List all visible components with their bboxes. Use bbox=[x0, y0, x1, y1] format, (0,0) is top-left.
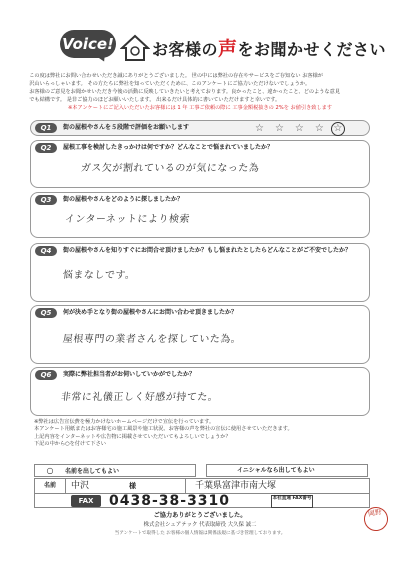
discount-note: ※本アンケートにご記入いただいたお客様には 1 年 工事ご依頼の際に 工事金額税抜きの 2%を お値引き致します bbox=[67, 105, 333, 111]
publication-consent-notes: ※弊社は広告宣伝費を極力かけないホームページだけで宣伝を行っています。 本アンケート用紙またはお客様宅の施工風景や施工状況、お客様の声を弊社の宣伝に使用させていただきます。 上記内容をインターネットや広告物に掲載させていただいてもよろしいでしょうか？ 下記の中から○を付けて下さい bbox=[34, 419, 293, 448]
privacy-note: 当アンケートで取得した お客様の個人情報は関係法規に基づき管理しております。 bbox=[114, 531, 286, 536]
name-field[interactable]: 中沢 bbox=[71, 481, 90, 491]
question-3: Q3 街の屋根やさんをどのように探しましたか？ インターネットにより検索 bbox=[30, 192, 370, 238]
question-2: Q2 屋根工事を検討したきっかけは何ですか？どんなことで悩まれていましたか？ ガス欠が割れているのが気になった為 bbox=[30, 140, 370, 188]
question-6: Q6 実際に弊社担当者がお伺いしていかがでしたか？ 非常に礼儀正しく好感が持てた。 bbox=[30, 367, 370, 416]
company-name: 株式会社シェアテック 代表取締役 大久保 誠二 bbox=[143, 522, 257, 528]
intro-text: この度は弊社にお問い合わせいただき誠にありがとうございました。 世の中には弊社の存在やサービスをご存知ない お客様が 沢山いらっしゃいます。 その方たちに弊社を知っていただくために、このアンケートにご協力いただけないでしょうか。 お客様のご意見をお聞かせいただき今後の活動に反映していきたいと考えております。良かったこと、違かったこと、どのような意見 でも結構です。 是非ご協力のほどお願いいたします。 出来るだけ具体的に書いていただけますと幸いです。 ※本アンケートにご記入いただいたお客様には 1 年 工事ご依頼の際に 工事金額税抜きの 2%を お値引き致します bbox=[24, 72, 376, 112]
header bbox=[60, 30, 387, 68]
fax-number: 0438-38-3310 bbox=[109, 493, 231, 509]
voice-badge: Voice! bbox=[60, 30, 116, 58]
answer-3[interactable]: インターネットにより検索 bbox=[64, 214, 191, 225]
fax-row bbox=[35, 493, 369, 507]
answer-5[interactable]: 屋根専門の業者さんを探していた為。 bbox=[62, 334, 242, 345]
house-icon bbox=[120, 34, 150, 62]
question-1: Q1 街の屋根やさんを５段階で評価をお願いします ☆☆☆☆☆ bbox=[30, 120, 370, 136]
answer-2[interactable]: ガス欠が割れているのが気になった為 bbox=[80, 163, 260, 174]
honorific-label: 様 bbox=[129, 482, 136, 490]
seal-stamp: 岡野 bbox=[362, 505, 390, 533]
answer-4[interactable]: 悩まなしです。 bbox=[62, 270, 137, 281]
consent-initial-option[interactable]: イニシャルなら出してもよい bbox=[206, 464, 368, 477]
address-field[interactable]: 千葉県富津市南大塚 bbox=[195, 481, 277, 491]
thanks-text: ご協力ありがとうございました。 bbox=[153, 512, 247, 519]
fax-box bbox=[71, 495, 341, 507]
name-label: 名前 bbox=[35, 479, 66, 493]
page-title: お客様の声をお聞かせください bbox=[152, 38, 387, 60]
selected-star-icon: ☆ bbox=[331, 122, 345, 136]
name-row bbox=[35, 479, 369, 494]
fax-icon: FAX bbox=[71, 495, 101, 507]
answer-6[interactable]: 非常に礼儀正しく好感が持てた。 bbox=[60, 392, 219, 403]
fax-note: 本社直通 FAX番号 bbox=[271, 495, 313, 508]
customer-form bbox=[34, 478, 370, 508]
consent-name-option[interactable]: ○ 名前を出してもよい bbox=[34, 464, 196, 477]
rating-stars[interactable]: ☆☆☆☆☆ bbox=[255, 122, 345, 136]
question-5: Q5 何が決め手となり街の屋根やさんにお問い合わせ頂きましたか？ 屋根専門の業者さんを探していた為。 bbox=[30, 305, 370, 364]
question-4: Q4 街の屋根やさんを知りすぐにお問合せ頂けましたか？もし悩まれたとしたらどんなことがご不安でしたか？ 悩まなしです。 bbox=[30, 243, 370, 302]
divider bbox=[185, 479, 186, 493]
consent-options bbox=[34, 464, 368, 476]
